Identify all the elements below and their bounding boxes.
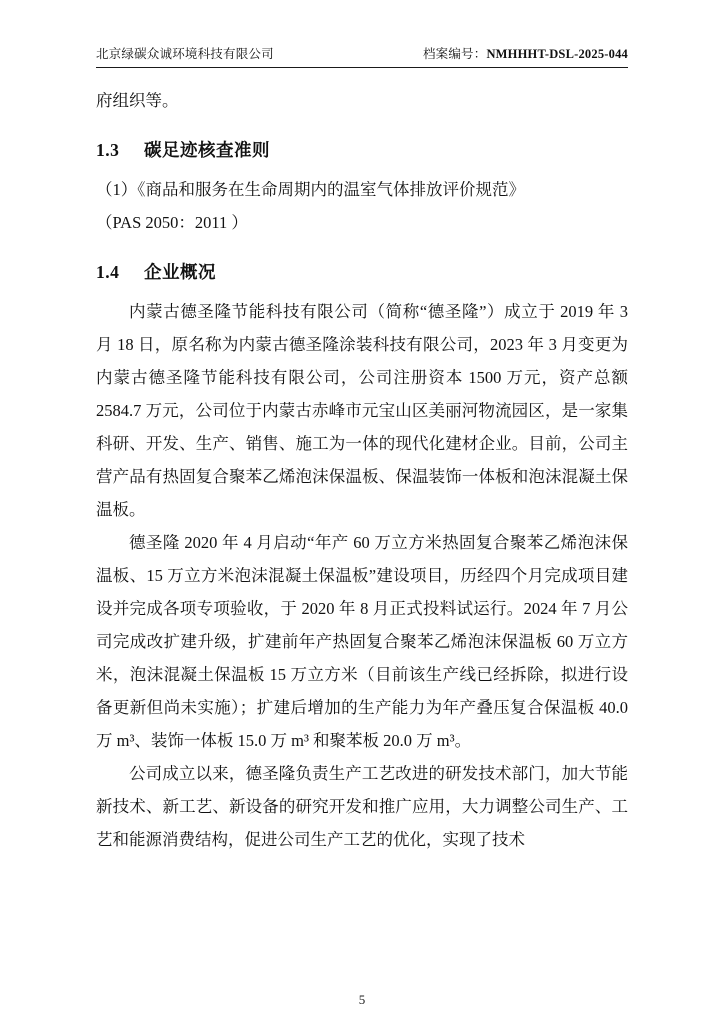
document-body (96, 84, 628, 856)
standard-item-1: （1）《商品和服务在生命周期内的温室气体排放评价规范》 (96, 180, 525, 199)
heading-1-4-number: 1.4 (96, 262, 120, 282)
continued-paragraph: 府组织等。 (96, 91, 179, 110)
page-header (96, 44, 628, 68)
company-paragraph-2: 德圣隆 2020 年 4 月启动“年产 60 万立方米热固复合聚苯乙烯泡沫保温板、15 万立方米泡沫混凝土保温板”建设项目，历经四个月完成项目建设并完成各项专项验收，于 2020 年 8 月正式投料试运行。2024 年 7 月公司完成改扩建升级，扩建前年产热固复合聚苯乙烯泡沫保温板 60 万立方米，泡沫混凝土保温板 15 万立方米（目前该生产线已经拆除，拟进行设备更新但尚未实施）；扩建后增加的生产能力为年产叠压复合保温板 40.0 万 m³、装饰一体板 15.0 万 m³ 和聚苯板 20.0 万 m³。 (96, 533, 628, 750)
standard-item-1-continuation: （PAS 2050：2011 ） (96, 213, 248, 232)
company-paragraph-1: 内蒙古德圣隆节能科技有限公司（简称“德圣隆”）成立于 2019 年 3 月 18 日，原名称为内蒙古德圣隆涂装科技有限公司，2023 年 3 月变更为内蒙古德圣隆节能科技有限公司，公司注册资本 1500 万元，资产总额 2584.7 万元，公司位于内蒙古赤峰市元宝山区美丽河物流园区，是一家集科研、开发、生产、销售、施工为一体的现代化建材企业。目前，公司主营产品有热固复合聚苯乙烯泡沫保温板、保温装饰一体板和泡沫混凝土保温板。 (96, 302, 628, 519)
heading-1-3-number: 1.3 (96, 140, 120, 160)
page-content-area (96, 44, 628, 984)
company-paragraph-3: 公司成立以来，德圣隆负责生产工艺改进的研发技术部门，加大节能新技术、新工艺、新设备的研究开发和推广应用，大力调整公司生产、工艺和能源消费结构，促进公司生产工艺的优化，实现了技术 (96, 764, 628, 849)
heading-1-4 (96, 257, 628, 287)
archive-code: NMHHHT-DSL-2025-044 (486, 47, 628, 61)
heading-1-3 (96, 135, 628, 165)
heading-1-3-title: 碳足迹核查准则 (144, 140, 270, 160)
header-company-name: 北京绿碳众诚环境科技有限公司 (96, 47, 274, 61)
header-archive-number (423, 44, 628, 62)
heading-1-4-title: 企业概况 (144, 262, 216, 282)
page-footer (0, 992, 724, 1008)
archive-label: 档案编号： (422, 47, 487, 61)
page-number: 5 (358, 992, 366, 1007)
